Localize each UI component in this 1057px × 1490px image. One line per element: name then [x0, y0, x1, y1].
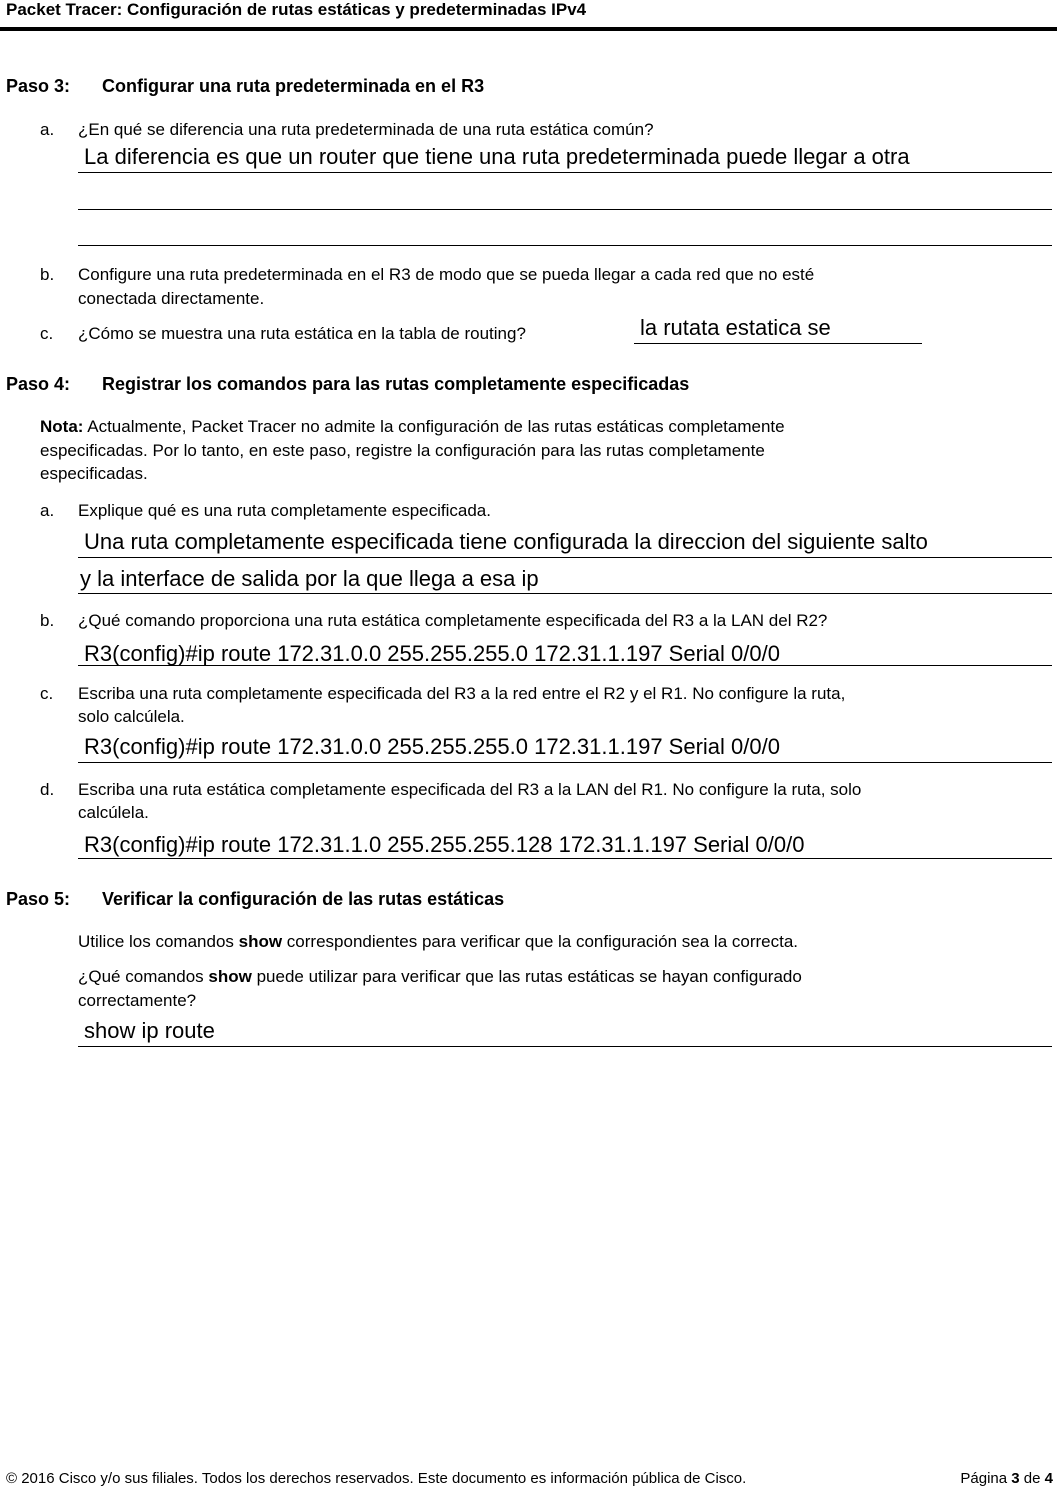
step3-b-line2: conectada directamente. [78, 289, 265, 308]
p1-pre: Utilice los comandos [78, 932, 239, 951]
note-label: Nota: [40, 417, 84, 436]
step4-b-letter: b. [40, 611, 55, 630]
step4-note-line1 [40, 417, 785, 437]
answer-line [78, 665, 1052, 666]
step4-note-line3: especificadas. [40, 464, 148, 483]
step4-title: Registrar los comandos para las rutas completamente especificadas [102, 374, 690, 394]
answer-line [78, 858, 1052, 859]
step4-c-line2: solo calcúlela. [78, 707, 185, 726]
step3-b-line1: Configure una ruta predeterminada en el R3 de modo que se pueda llegar a cada red que no esté [78, 265, 815, 284]
step5-number: Paso 5: [6, 889, 71, 909]
p1-bold: show [238, 932, 283, 951]
step3-title: Configurar una ruta predeterminada en el R3 [102, 76, 485, 96]
step5-paragraph1 [78, 932, 798, 952]
step5-title: Verificar la configuración de las rutas estáticas [102, 889, 505, 909]
step3-c-answer: la rutata estatica se [640, 315, 831, 340]
step3-a-answer: La diferencia es que un router que tiene una ruta predeterminada puede llegar a otra [84, 144, 910, 169]
step4-b-answer: R3(config)#ip route 172.31.0.0 255.255.255.0 172.31.1.197 Serial 0/0/0 [84, 641, 780, 666]
answer-line [78, 1046, 1052, 1047]
note-text: Actualmente, Packet Tracer no admite la configuración de las rutas estáticas completamente [87, 417, 785, 436]
step3-c-letter: c. [40, 324, 54, 343]
page-label: Página [960, 1470, 1008, 1487]
step4-a-answer2: y la interface de salida por la que llega a esa ip [80, 566, 539, 591]
step4-c-answer: R3(config)#ip route 172.31.0.0 255.255.255.0 172.31.1.197 Serial 0/0/0 [84, 734, 780, 759]
answer-line [78, 762, 1052, 763]
step4-d-line2: calcúlela. [78, 803, 149, 822]
step5-answer: show ip route [84, 1018, 215, 1043]
answer-line [78, 172, 1052, 173]
step5-paragraph2-line2: correctamente? [78, 991, 197, 1010]
p2-post: puede utilizar para verificar que las rutas estáticas se hayan configurado [251, 967, 802, 986]
footer-page-number [960, 1470, 1053, 1487]
p2-bold: show [208, 967, 252, 986]
step4-c-line1: Escriba una ruta completamente especificada del R3 a la red entre el R2 y el R1. No configure la ruta, [78, 684, 846, 703]
footer-copyright: © 2016 Cisco y/o sus filiales. Todos los derechos reservados. Este documento es información pública de Cisco. [6, 1470, 747, 1487]
page-total: 4 [1044, 1470, 1053, 1487]
header-rule [0, 27, 1057, 31]
step3-number: Paso 3: [6, 76, 71, 96]
step4-c-letter: c. [40, 684, 54, 703]
answer-line [78, 245, 1052, 246]
page-of: de [1023, 1470, 1041, 1487]
answer-line [78, 209, 1052, 210]
step5-paragraph2 [78, 967, 802, 987]
step4-a-question: Explique qué es una ruta completamente especificada. [78, 501, 491, 520]
answer-line [78, 593, 1052, 594]
page-current: 3 [1011, 1470, 1020, 1487]
answer-line [78, 557, 1052, 558]
answer-line [634, 343, 922, 344]
step3-a-letter: a. [40, 120, 55, 139]
step4-a-letter: a. [40, 501, 55, 520]
step4-d-letter: d. [40, 780, 55, 799]
step3-c-question: ¿Cómo se muestra una ruta estática en la tabla de routing? [78, 324, 526, 343]
step4-number: Paso 4: [6, 374, 71, 394]
step3-a-question: ¿En qué se diferencia una ruta predeterminada de una ruta estática común? [78, 120, 654, 139]
p1-post: correspondientes para verificar que la configuración sea la correcta. [282, 932, 799, 951]
step3-b-letter: b. [40, 265, 55, 284]
step4-b-question: ¿Qué comando proporciona una ruta estática completamente especificada del R3 a la LAN del R2? [78, 611, 828, 630]
document-header-title: Packet Tracer: Configuración de rutas estáticas y predeterminadas IPv4 [6, 0, 587, 19]
step4-d-line1: Escriba una ruta estática completamente especificada del R3 a la LAN del R1. No configure la ruta, solo [78, 780, 862, 799]
step4-a-answer1: Una ruta completamente especificada tiene configurada la direccion del siguiente salto [84, 529, 928, 554]
p2-pre: ¿Qué comandos [78, 967, 209, 986]
step4-note-line2: especificadas. Por lo tanto, en este paso, registre la configuración para las rutas completamente [40, 441, 765, 460]
step4-d-answer: R3(config)#ip route 172.31.1.0 255.255.255.128 172.31.1.197 Serial 0/0/0 [84, 832, 805, 857]
